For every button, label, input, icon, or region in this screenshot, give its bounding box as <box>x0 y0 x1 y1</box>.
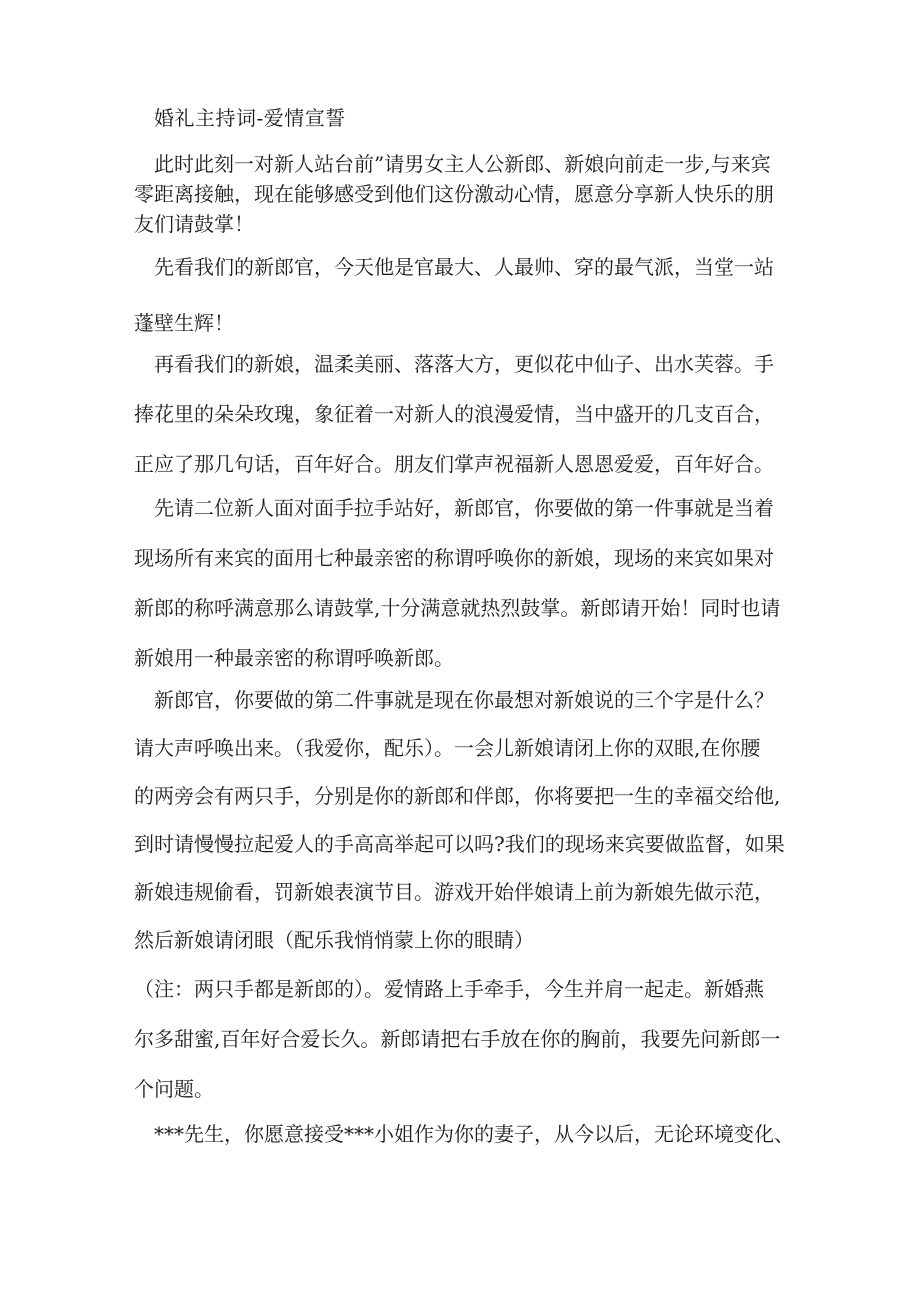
paragraph-1 <box>134 150 794 240</box>
text-line: ***先生，你愿意接受***小姐作为你的妻子，从今以后，无论环境变化、 <box>154 1122 794 1146</box>
text-line: 新郎的称呼满意那么请鼓掌,十分满意就热烈鼓掌。新郎请开始！同时也请 <box>134 596 781 620</box>
text-line: 然后新娘请闭眼（配乐我悄悄蒙上你的眼睛） <box>134 928 534 952</box>
text-line: 新郎官，你要做的第二件事就是现在你最想对新娘说的三个字是什么？ <box>154 688 774 712</box>
text-line: 再看我们的新娘，温柔美丽、落落大方，更似花中仙子、出水芙蓉。手 <box>154 352 774 376</box>
text-line: 先请二位新人面对面手拉手站好，新郎官，你要做的第一件事就是当着 <box>154 496 774 520</box>
text-line: （注：两只手都是新郎的）。爱情路上手牵手，今生并肩一起走。新婚燕 <box>134 977 764 1001</box>
text-line: 到时请慢慢拉起爱人的手高高举起可以吗?我们的现场来宾要做监督，如果 <box>134 832 785 856</box>
text-line: 先看我们的新郎官，今天他是官最大、人最帅、穿的最气派，当堂一站 <box>154 255 774 279</box>
text-line: 新娘用一种最亲密的称谓呼唤新郎。 <box>134 646 454 670</box>
paragraph-7 <box>134 1120 794 1148</box>
text-line: 尔多甜蜜,百年好合爱长久。新郎请把右手放在你的胸前，我要先问新郎一 <box>134 1027 781 1051</box>
text-line: 捧花里的朵朵玫瑰，象征着一对新人的浪漫爱情，当中盛开的几支百合， <box>134 402 774 426</box>
paragraph-5 <box>134 686 794 974</box>
paragraph-6 <box>134 975 794 1125</box>
paragraph-3 <box>134 350 794 500</box>
text-line: 新娘违规偷看，罚新娘表演节目。游戏开始伴娘请上前为新娘先做示范， <box>134 880 774 904</box>
text-line: 的两旁会有两只手，分别是你的新郎和伴郎，你将要把一生的幸福交给他, <box>134 784 781 808</box>
paragraph-2 <box>134 253 794 365</box>
text-line: 现场所有来宾的面用七种最亲密的称谓呼唤你的新娘，现场的来宾如果对 <box>134 546 774 570</box>
text-line: 蓬壁生辉！ <box>134 311 234 335</box>
document-title: 婚礼主持词-爱情宣誓 <box>154 106 346 130</box>
paragraph-4 <box>134 494 794 694</box>
text-line: 正应了那几句话，百年好合。朋友们掌声祝福新人恩恩爱爱，百年好合。 <box>134 452 774 476</box>
text-line: 友们请鼓掌！ <box>134 212 254 236</box>
text-line: 此时此刻一对新人站台前”请男女主人公新郎、新娘向前走一步,与来宾 <box>154 152 771 176</box>
text-line: 个问题。 <box>134 1077 214 1101</box>
text-line: 零距离接触，现在能够感受到他们这份激动心情，愿意分享新人快乐的朋 <box>134 182 774 206</box>
text-line: 请大声呼唤出来。（我爱你，配乐）。一会儿新娘请闭上你的双眼,在你腰 <box>134 736 761 760</box>
